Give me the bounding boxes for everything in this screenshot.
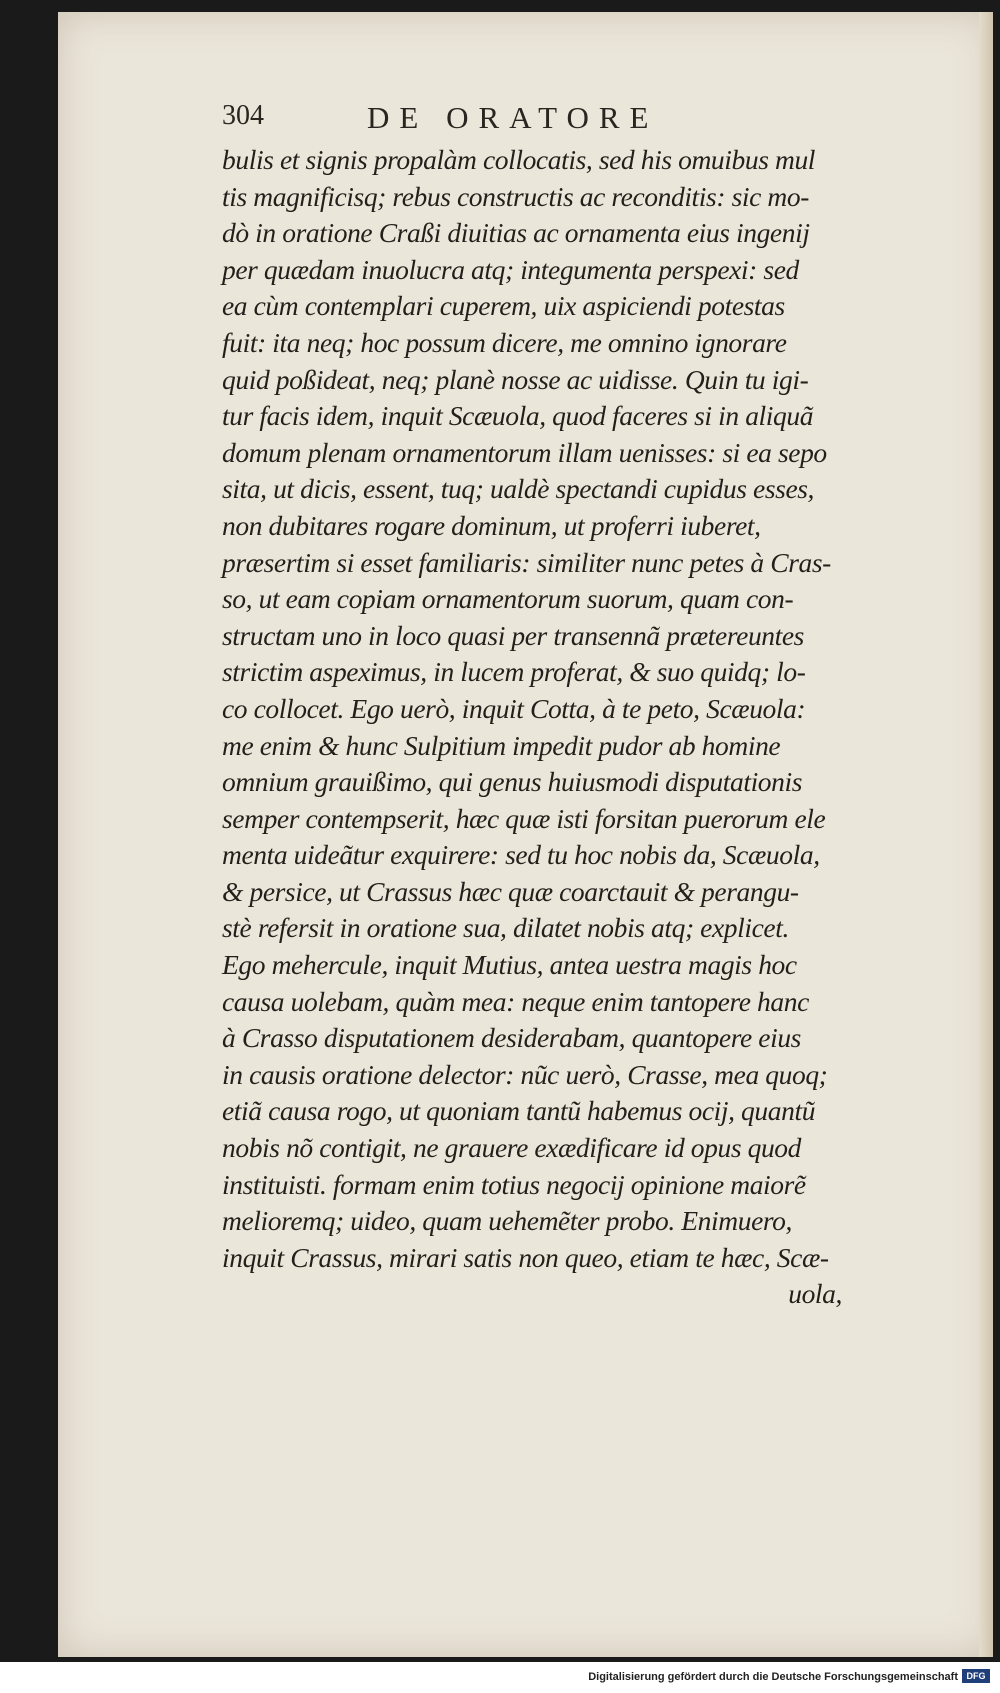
text-line: causa uolebam, quàm mea: neque enim tantopere hanc [222, 985, 809, 1017]
text-line: structam uno in loco quasi per transennã prætereuntes [222, 619, 804, 651]
dfg-logo-icon: DFG [962, 1669, 990, 1683]
text-line: omnium grauißimo, qui genus huiusmodi disputationis [222, 766, 803, 798]
text-line: semper contempserit, hæc quæ isti forsitan puerorum ele [222, 802, 826, 834]
text-line: nobis nõ contigit, ne grauere exædificare id opus quod [222, 1132, 801, 1164]
text-line: dò in oratione Craßi diuitias ac ornamenta eius ingenij [222, 217, 810, 249]
footer-bar [0, 1662, 1000, 1693]
text-line: inquit Crassus, mirari satis non queo, etiam te hæc, Scæ- [222, 1241, 829, 1273]
text-line: tis magnificisq; rebus constructis ac reconditis: sic mo- [222, 180, 809, 212]
body-text [222, 142, 842, 1313]
text-line: co collocet. Ego uerò, inquit Cotta, à te peto, Scæuola: [222, 692, 806, 724]
text-line: quid poßideat, neq; planè nosse ac uidisse. Quin tu igi- [222, 363, 809, 395]
text-line: menta uideãtur exquirere: sed tu hoc nobis da, Scæuola, [222, 839, 820, 871]
text-line: strictim aspeximus, in lucem proferat, & suo quidq; lo- [222, 656, 806, 688]
text-line: so, ut eam copiam ornamentorum suorum, quam con- [222, 583, 794, 615]
text-line: bulis et signis propalàm collocatis, sed his omuibus mul [222, 144, 816, 175]
catchword: uola, [788, 1278, 842, 1310]
text-line: stè refersit in oratione sua, dilatet nobis atq; explicet. [222, 912, 789, 944]
text-line: ea cùm contemplari cuperem, uix aspiciendi potestas [222, 290, 785, 322]
text-line: præsertim si esset familiaris: similiter nunc petes à Cras- [222, 546, 831, 578]
text-line: à Crasso disputationem desiderabam, quantopere eius [222, 1022, 801, 1054]
text-line: etiã causa rogo, ut quoniam tantũ habemus ocij, quantũ [222, 1095, 816, 1127]
text-line: me enim & hunc Sulpitium impedit pudor ab homine [222, 729, 781, 761]
text-line: sita, ut dicis, essent, tuq; ualdè spectandi cupidus esses, [222, 473, 815, 505]
text-line: Ego mehercule, inquit Mutius, antea uestra magis hoc [222, 949, 797, 981]
text-line: melioremq; uideo, quam uehemẽter probo. Enimuero, [222, 1205, 792, 1237]
text-line: & persice, ut Crassus hæc quæ coarctauit & perangu- [222, 875, 799, 907]
page-header [222, 100, 842, 140]
running-title: DE ORATORE [367, 100, 659, 135]
text-line: per quædam inuolucra atq; integumenta perspexi: sed [222, 253, 799, 285]
funding-credit: Digitalisierung gefördert durch die Deutsche Forschungsgemeinschaft [588, 1671, 958, 1683]
text-line: tur facis idem, inquit Scæuola, quod faceres si in aliquã [222, 400, 814, 432]
text-line: fuit: ita neq; hoc possum dicere, me omnino ignorare [222, 326, 787, 358]
text-line: domum plenam ornamentorum illam uenisses: si ea sepo [222, 436, 827, 468]
text-line: non dubitares rogare dominum, ut proferri iuberet, [222, 509, 761, 541]
page-number: 304 [222, 100, 264, 131]
text-line: in causis oratione delector: nũc uerò, Crasse, mea quoq; [222, 1058, 828, 1090]
text-line: instituisti. formam enim totius negocij opinione maiorẽ [222, 1168, 806, 1200]
page-edge [979, 12, 993, 1657]
